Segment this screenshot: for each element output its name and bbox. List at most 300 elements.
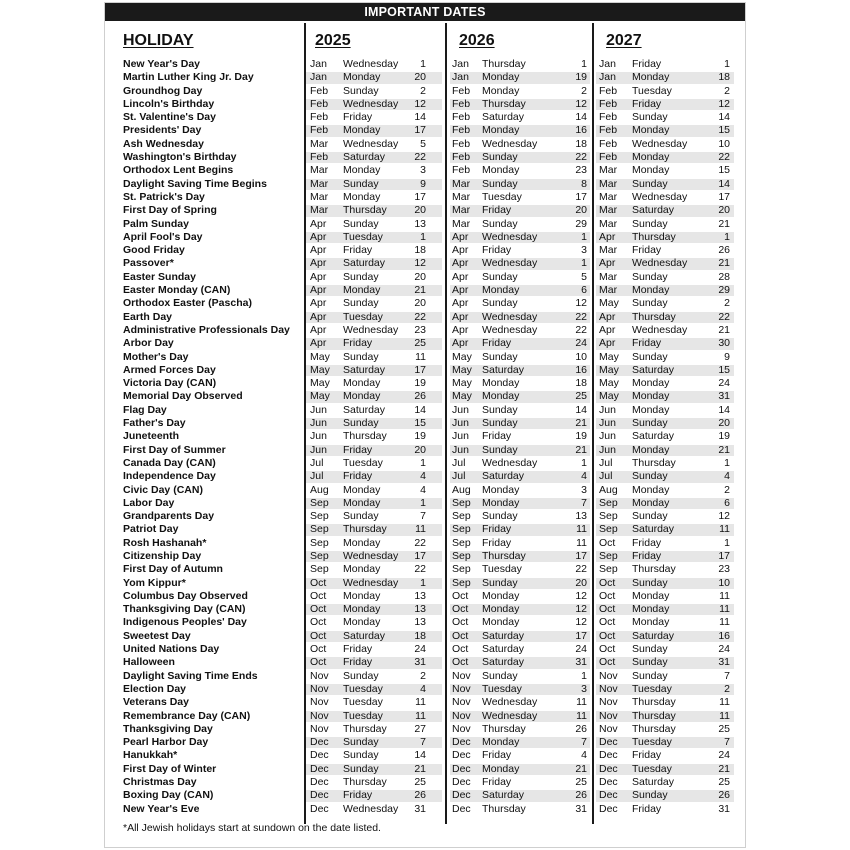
table-row <box>105 98 745 111</box>
month-cell: May <box>452 377 472 390</box>
day-number-cell: 22 <box>414 151 426 164</box>
weekday-cell: Sunday <box>632 217 668 230</box>
weekday-cell: Monday <box>632 377 670 390</box>
month-cell: Nov <box>452 682 471 695</box>
day-number-cell: 4 <box>581 749 587 762</box>
weekday-cell: Tuesday <box>632 736 672 749</box>
month-cell: Apr <box>452 270 469 283</box>
day-number-cell: 31 <box>718 656 730 669</box>
weekday-cell: Friday <box>343 443 373 456</box>
weekday-cell: Monday <box>343 563 381 576</box>
holiday-name: Mother's Day <box>123 350 189 363</box>
month-cell: Feb <box>599 97 618 110</box>
weekday-cell: Saturday <box>482 363 525 376</box>
day-number-cell: 18 <box>575 137 587 150</box>
table-row <box>105 643 745 656</box>
day-number-cell: 12 <box>414 97 426 110</box>
weekday-cell: Saturday <box>632 629 675 642</box>
table-row <box>105 204 745 217</box>
month-cell: Dec <box>452 762 471 775</box>
day-number-cell: 28 <box>718 270 730 283</box>
table-row <box>105 630 745 643</box>
day-number-cell: 24 <box>575 643 587 656</box>
weekday-cell: Sunday <box>632 576 668 589</box>
month-cell: Dec <box>452 736 471 749</box>
holiday-column-header: HOLIDAY <box>123 32 194 49</box>
month-cell: Sep <box>452 549 471 562</box>
month-cell: Oct <box>452 656 469 669</box>
weekday-cell: Tuesday <box>632 682 672 695</box>
day-number-cell: 23 <box>575 164 587 177</box>
table-row <box>105 590 745 603</box>
month-cell: Apr <box>452 244 469 257</box>
weekday-cell: Wednesday <box>482 323 538 336</box>
weekday-cell: Friday <box>343 111 373 124</box>
weekday-cell: Friday <box>482 749 512 762</box>
weekday-cell: Monday <box>632 616 670 629</box>
month-cell: Apr <box>452 284 469 297</box>
weekday-cell: Saturday <box>482 111 525 124</box>
holiday-name: Daylight Saving Time Begins <box>123 177 267 190</box>
holiday-name: First Day of Winter <box>123 762 217 775</box>
weekday-cell: Saturday <box>482 789 525 802</box>
month-cell: Apr <box>310 230 327 243</box>
weekday-cell: Sunday <box>632 669 668 682</box>
day-number-cell: 4 <box>420 483 426 496</box>
weekday-cell: Monday <box>343 284 381 297</box>
table-row <box>105 683 745 696</box>
weekday-cell: Tuesday <box>343 230 383 243</box>
day-number-cell: 17 <box>718 549 730 562</box>
weekday-cell: Monday <box>632 483 670 496</box>
weekday-cell: Sunday <box>482 177 518 190</box>
day-number-cell: 22 <box>414 563 426 576</box>
table-row <box>105 324 745 337</box>
month-cell: Nov <box>599 682 618 695</box>
table-row <box>105 111 745 124</box>
day-number-cell: 18 <box>414 244 426 257</box>
day-number-cell: 1 <box>420 496 426 509</box>
weekday-cell: Friday <box>482 244 512 257</box>
weekday-cell: Friday <box>482 776 512 789</box>
day-number-cell: 26 <box>575 722 587 735</box>
month-cell: Jul <box>310 470 324 483</box>
day-number-cell: 1 <box>724 456 730 469</box>
weekday-cell: Thursday <box>343 776 387 789</box>
table-row <box>105 523 745 536</box>
table-row <box>105 616 745 629</box>
weekday-cell: Friday <box>482 430 512 443</box>
month-cell: Dec <box>452 749 471 762</box>
holiday-name: Easter Sunday <box>123 270 196 283</box>
weekday-cell: Wednesday <box>482 310 538 323</box>
day-number-cell: 11 <box>719 696 730 709</box>
weekday-cell: Sunday <box>343 417 379 430</box>
weekday-cell: Monday <box>343 589 381 602</box>
day-number-cell: 20 <box>414 443 426 456</box>
day-number-cell: 7 <box>724 736 730 749</box>
table-row <box>105 749 745 762</box>
holiday-name: Good Friday <box>123 244 185 257</box>
day-number-cell: 17 <box>414 190 426 203</box>
day-number-cell: 22 <box>575 151 587 164</box>
month-cell: Jun <box>310 403 327 416</box>
table-row <box>105 497 745 510</box>
holiday-name: Memorial Day Observed <box>123 390 243 403</box>
month-cell: Jan <box>599 71 616 84</box>
month-cell: Feb <box>310 124 329 137</box>
day-number-cell: 11 <box>415 696 426 709</box>
holiday-name: Juneteenth <box>123 430 180 443</box>
day-number-cell: 1 <box>581 58 587 70</box>
holiday-name: Arbor Day <box>123 337 174 350</box>
table-row <box>105 417 745 430</box>
day-number-cell: 20 <box>414 270 426 283</box>
weekday-cell: Friday <box>632 58 662 70</box>
weekday-cell: Sunday <box>632 350 668 363</box>
month-cell: May <box>452 363 472 376</box>
weekday-cell: Thursday <box>632 563 676 576</box>
day-number-cell: 26 <box>575 789 587 802</box>
month-cell: Sep <box>310 563 329 576</box>
day-number-cell: 24 <box>718 377 730 390</box>
day-number-cell: 14 <box>414 403 426 416</box>
weekday-cell: Monday <box>632 284 670 297</box>
day-number-cell: 16 <box>718 629 730 642</box>
weekday-cell: Wednesday <box>482 230 538 243</box>
table-row <box>105 484 745 497</box>
table-row <box>105 430 745 443</box>
holiday-name: Boxing Day (CAN) <box>123 789 214 802</box>
month-cell: Mar <box>452 217 471 230</box>
weekday-cell: Wednesday <box>343 576 399 589</box>
day-number-cell: 21 <box>718 443 730 456</box>
day-number-cell: 14 <box>575 403 587 416</box>
day-number-cell: 5 <box>581 270 587 283</box>
day-number-cell: 21 <box>575 417 587 430</box>
day-number-cell: 1 <box>724 536 730 549</box>
weekday-cell: Saturday <box>632 523 675 536</box>
holiday-name: Rosh Hashanah* <box>123 536 207 549</box>
year-header-2027: 2027 <box>606 32 642 49</box>
day-number-cell: 22 <box>575 323 587 336</box>
month-cell: Mar <box>599 284 618 297</box>
day-number-cell: 17 <box>575 190 587 203</box>
day-number-cell: 29 <box>575 217 587 230</box>
weekday-cell: Friday <box>632 337 662 350</box>
weekday-cell: Monday <box>482 616 520 629</box>
day-number-cell: 20 <box>718 204 730 217</box>
day-number-cell: 2 <box>724 84 730 97</box>
day-number-cell: 21 <box>575 443 587 456</box>
day-number-cell: 7 <box>581 496 587 509</box>
month-cell: Feb <box>452 137 471 150</box>
holiday-name: Passover* <box>123 257 174 270</box>
table-row <box>105 803 745 816</box>
year-header-2025: 2025 <box>315 32 351 49</box>
weekday-cell: Friday <box>632 802 662 815</box>
month-cell: Oct <box>599 643 616 656</box>
weekday-cell: Friday <box>482 337 512 350</box>
day-number-cell: 11 <box>415 523 426 536</box>
month-cell: Oct <box>310 643 327 656</box>
day-number-cell: 1 <box>581 669 587 682</box>
table-row <box>105 257 745 270</box>
day-number-cell: 13 <box>414 603 426 616</box>
table-row <box>105 297 745 310</box>
month-cell: Jan <box>452 58 469 70</box>
day-number-cell: 24 <box>718 749 730 762</box>
month-cell: Sep <box>310 496 329 509</box>
weekday-cell: Monday <box>343 164 381 177</box>
day-number-cell: 20 <box>575 204 587 217</box>
day-number-cell: 2 <box>420 669 426 682</box>
month-cell: Feb <box>310 97 329 110</box>
weekday-cell: Monday <box>632 124 670 137</box>
table-row <box>105 789 745 802</box>
month-cell: Oct <box>599 629 616 642</box>
holiday-name: Yom Kippur* <box>123 576 186 589</box>
weekday-cell: Sunday <box>343 749 379 762</box>
weekday-cell: Tuesday <box>343 456 383 469</box>
day-number-cell: 25 <box>575 390 587 403</box>
day-number-cell: 2 <box>724 297 730 310</box>
month-cell: Nov <box>452 669 471 682</box>
weekday-cell: Sunday <box>482 350 518 363</box>
month-cell: Mar <box>599 164 618 177</box>
table-row <box>105 470 745 483</box>
weekday-cell: Monday <box>632 589 670 602</box>
weekday-cell: Monday <box>482 71 520 84</box>
weekday-cell: Sunday <box>632 470 668 483</box>
day-number-cell: 3 <box>581 483 587 496</box>
day-number-cell: 14 <box>575 111 587 124</box>
holiday-name: Civic Day (CAN) <box>123 483 203 496</box>
day-number-cell: 30 <box>718 337 730 350</box>
day-number-cell: 21 <box>414 762 426 775</box>
month-cell: Jun <box>452 443 469 456</box>
holiday-name: First Day of Summer <box>123 443 226 456</box>
day-number-cell: 11 <box>719 523 730 536</box>
month-cell: Oct <box>452 643 469 656</box>
weekday-cell: Friday <box>632 97 662 110</box>
weekday-cell: Sunday <box>482 403 518 416</box>
month-cell: Dec <box>310 802 329 815</box>
weekday-cell: Sunday <box>343 270 379 283</box>
day-number-cell: 2 <box>420 84 426 97</box>
weekday-cell: Tuesday <box>343 310 383 323</box>
month-cell: Feb <box>310 84 329 97</box>
month-cell: Apr <box>310 297 327 310</box>
weekday-cell: Wednesday <box>632 257 688 270</box>
weekday-cell: Saturday <box>482 643 525 656</box>
table-row <box>105 444 745 457</box>
weekday-cell: Thursday <box>482 722 526 735</box>
month-cell: Oct <box>452 589 469 602</box>
weekday-cell: Saturday <box>343 257 386 270</box>
day-number-cell: 15 <box>718 363 730 376</box>
table-row <box>105 151 745 164</box>
month-cell: May <box>452 390 472 403</box>
day-number-cell: 7 <box>581 736 587 749</box>
month-cell: Apr <box>599 323 616 336</box>
day-number-cell: 18 <box>575 377 587 390</box>
weekday-cell: Monday <box>482 603 520 616</box>
day-number-cell: 7 <box>420 510 426 523</box>
table-row <box>105 364 745 377</box>
weekday-cell: Sunday <box>482 510 518 523</box>
month-cell: Aug <box>310 483 329 496</box>
weekday-cell: Monday <box>482 736 520 749</box>
weekday-cell: Wednesday <box>632 323 688 336</box>
day-number-cell: 5 <box>420 137 426 150</box>
day-number-cell: 6 <box>724 496 730 509</box>
day-number-cell: 11 <box>719 709 730 722</box>
weekday-cell: Thursday <box>482 549 526 562</box>
day-number-cell: 13 <box>414 616 426 629</box>
holiday-name: Flag Day <box>123 403 167 416</box>
day-number-cell: 19 <box>414 430 426 443</box>
holiday-name: Father's Day <box>123 417 186 430</box>
day-number-cell: 13 <box>414 589 426 602</box>
day-number-cell: 14 <box>718 403 730 416</box>
month-cell: Feb <box>452 151 471 164</box>
weekday-cell: Thursday <box>632 230 676 243</box>
holiday-name: United Nations Day <box>123 643 220 656</box>
month-cell: Apr <box>452 297 469 310</box>
month-cell: Sep <box>310 523 329 536</box>
month-cell: Mar <box>452 204 471 217</box>
month-cell: Nov <box>310 682 329 695</box>
month-cell: Jun <box>452 430 469 443</box>
month-cell: Nov <box>599 669 618 682</box>
holiday-name: Thanksgiving Day <box>123 722 213 735</box>
day-number-cell: 12 <box>575 616 587 629</box>
weekday-cell: Monday <box>343 536 381 549</box>
month-cell: Sep <box>452 523 471 536</box>
weekday-cell: Friday <box>343 337 373 350</box>
weekday-cell: Saturday <box>482 656 525 669</box>
weekday-cell: Monday <box>482 124 520 137</box>
day-number-cell: 3 <box>581 682 587 695</box>
month-cell: Feb <box>452 124 471 137</box>
month-cell: Sep <box>599 523 618 536</box>
month-cell: Sep <box>599 496 618 509</box>
day-number-cell: 9 <box>724 350 730 363</box>
weekday-cell: Sunday <box>343 736 379 749</box>
month-cell: Nov <box>452 709 471 722</box>
table-row <box>105 723 745 736</box>
weekday-cell: Sunday <box>482 297 518 310</box>
weekday-cell: Thursday <box>343 204 387 217</box>
day-number-cell: 17 <box>414 124 426 137</box>
day-number-cell: 1 <box>581 230 587 243</box>
day-number-cell: 19 <box>718 430 730 443</box>
day-number-cell: 15 <box>718 164 730 177</box>
weekday-cell: Sunday <box>632 656 668 669</box>
weekday-cell: Sunday <box>343 217 379 230</box>
weekday-cell: Monday <box>343 496 381 509</box>
day-number-cell: 14 <box>718 177 730 190</box>
holiday-name: Columbus Day Observed <box>123 589 248 602</box>
weekday-cell: Monday <box>632 390 670 403</box>
weekday-cell: Saturday <box>632 430 675 443</box>
day-number-cell: 21 <box>718 762 730 775</box>
table-row <box>105 85 745 98</box>
month-cell: Dec <box>599 776 618 789</box>
month-cell: Nov <box>310 722 329 735</box>
month-cell: Dec <box>452 802 471 815</box>
day-number-cell: 19 <box>575 430 587 443</box>
month-cell: Sep <box>452 496 471 509</box>
day-number-cell: 11 <box>576 709 587 722</box>
month-cell: Sep <box>599 549 618 562</box>
month-cell: Apr <box>310 270 327 283</box>
holiday-name: Easter Monday (CAN) <box>123 284 231 297</box>
weekday-cell: Monday <box>482 496 520 509</box>
weekday-cell: Saturday <box>343 629 386 642</box>
month-cell: Mar <box>310 137 329 150</box>
weekday-cell: Wednesday <box>482 696 538 709</box>
table-row <box>105 670 745 683</box>
holiday-name: Halloween <box>123 656 175 669</box>
month-cell: Mar <box>310 204 329 217</box>
month-cell: Mar <box>599 177 618 190</box>
month-cell: Dec <box>599 789 618 802</box>
day-number-cell: 22 <box>718 151 730 164</box>
month-cell: Aug <box>452 483 471 496</box>
day-number-cell: 1 <box>420 576 426 589</box>
month-cell: May <box>452 350 472 363</box>
day-number-cell: 31 <box>718 802 730 815</box>
month-cell: Apr <box>310 310 327 323</box>
month-cell: Oct <box>599 616 616 629</box>
table-row <box>105 164 745 177</box>
holiday-name: Patriot Day <box>123 523 179 536</box>
month-cell: Nov <box>599 722 618 735</box>
weekday-cell: Monday <box>482 164 520 177</box>
day-number-cell: 8 <box>581 177 587 190</box>
table-row <box>105 284 745 297</box>
month-cell: Oct <box>310 576 327 589</box>
month-cell: Oct <box>599 589 616 602</box>
weekday-cell: Wednesday <box>482 137 538 150</box>
table-row <box>105 776 745 789</box>
holiday-name: Christmas Day <box>123 776 197 789</box>
day-number-cell: 12 <box>718 510 730 523</box>
month-cell: Jan <box>310 58 327 70</box>
day-number-cell: 2 <box>724 682 730 695</box>
month-cell: May <box>310 390 330 403</box>
weekday-cell: Monday <box>482 762 520 775</box>
holiday-name: Canada Day (CAN) <box>123 456 216 469</box>
month-cell: Oct <box>310 603 327 616</box>
weekday-cell: Sunday <box>632 177 668 190</box>
month-cell: Oct <box>599 536 616 549</box>
weekday-cell: Sunday <box>632 417 668 430</box>
month-cell: Feb <box>599 84 618 97</box>
day-number-cell: 22 <box>414 310 426 323</box>
day-number-cell: 26 <box>414 390 426 403</box>
weekday-cell: Saturday <box>632 776 675 789</box>
table-row <box>105 404 745 417</box>
month-cell: Apr <box>452 323 469 336</box>
day-number-cell: 19 <box>575 71 587 84</box>
month-cell: Apr <box>599 310 616 323</box>
month-cell: Dec <box>310 749 329 762</box>
weekday-cell: Sunday <box>343 510 379 523</box>
holiday-name: Administrative Professionals Day <box>123 323 290 336</box>
